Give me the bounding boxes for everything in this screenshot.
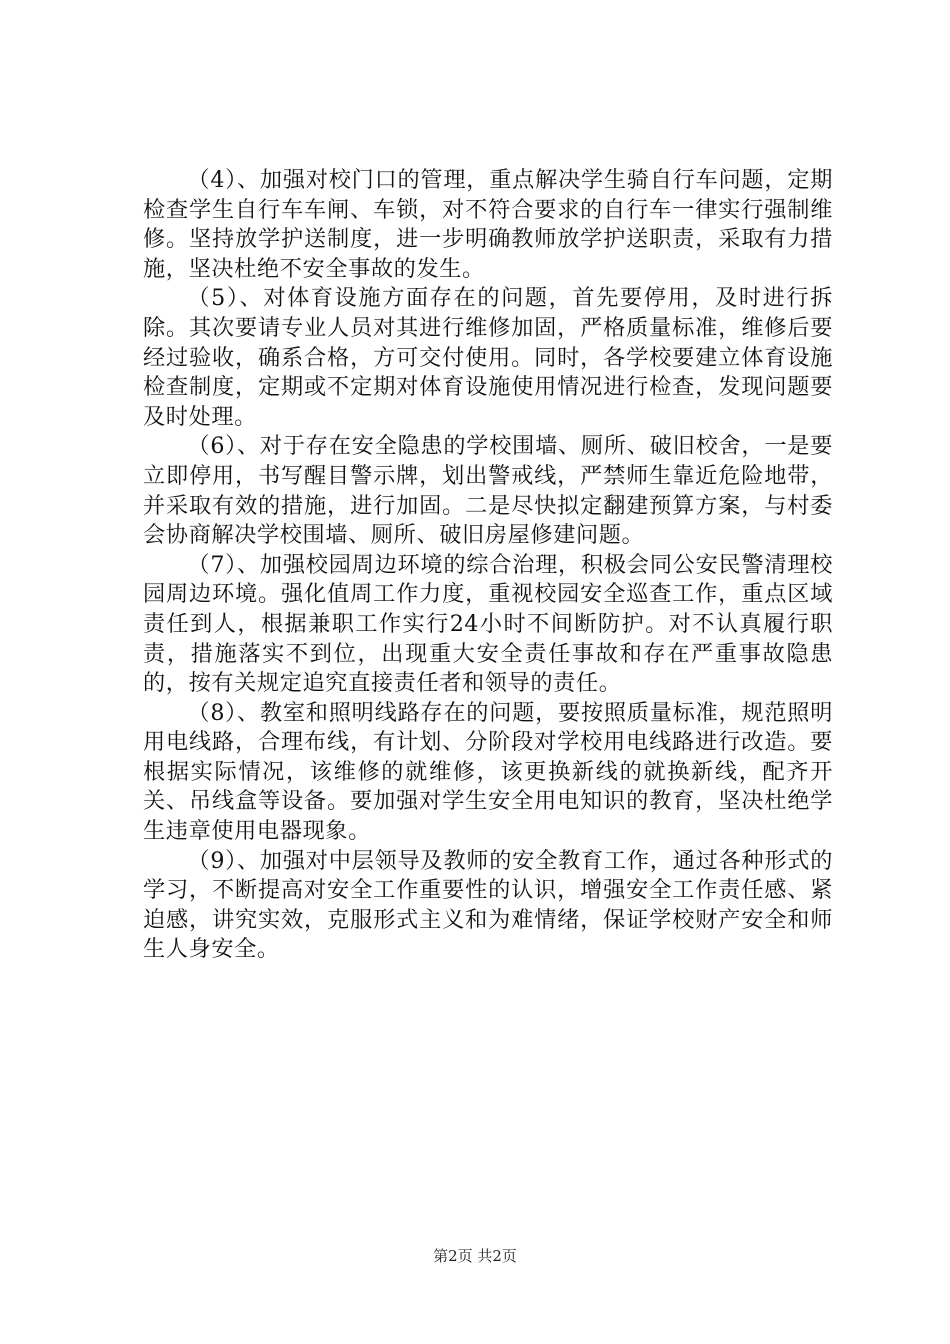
page-number-footer: 第2页 共2页	[433, 1247, 517, 1265]
paragraph-4: （4）、加强对校门口的管理，重点解决学生骑自行车问题，定期检查学生自行车车闸、车锁，对不符合要求的自行车一律实行强制维修。坚持放学护送制度，进一步明确教师放学护送职责，采取有力措施，坚决杜绝不安全事故的发生。	[143, 167, 833, 282]
paragraph-7: （7）、加强校园周边环境的综合治理，积极会同公安民警清理校园周边环境。强化值周工作力度，重视校园安全巡查工作，重点区域责任到人，根据兼职工作实行24小时不间断防护。对不认真履行职责，措施落实不到位，出现重大安全责任事故和存在严重事故隐患的，按有关规定追究直接责任者和领导的责任。	[143, 551, 833, 697]
paragraph-8: （8）、教室和照明线路存在的问题，要按照质量标准，规范照明用电线路，合理布线，有计划、分阶段对学校用电线路进行改造。要根据实际情况，该维修的就维修，该更换新线的就换新线，配齐开关、吊线盒等设备。要加强对学生安全用电知识的教育，坚决杜绝学生违章使用电器现象。	[143, 699, 833, 845]
paragraph-5: （5）、对体育设施方面存在的问题，首先要停用，及时进行拆除。其次要请专业人员对其进行维修加固，严格质量标准，维修后要经过验收，确系合格，方可交付使用。同时，各学校要建立体育设施检查制度，定期或不定期对体育设施使用情况进行检查，发现问题要及时处理。	[143, 285, 833, 430]
paragraph-9: （9）、加强对中层领导及教师的安全教育工作，通过各种形式的学习，不断提高对安全工作重要性的认识，增强安全工作责任感、紧迫感，讲究实效，克服形式主义和为难情绪，保证学校财产安全和师生人身安全。	[143, 847, 833, 963]
document-body	[143, 166, 833, 965]
paragraph-6: （6）、对于存在安全隐患的学校围墙、厕所、破旧校舍，一是要立即停用，书写醒目警示牌，划出警戒线，严禁师生靠近危险地带，并采取有效的措施，进行加固。二是尽快拟定翻建预算方案，与村委会协商解决学校围墙、厕所、破旧房屋修建问题。	[143, 433, 833, 549]
